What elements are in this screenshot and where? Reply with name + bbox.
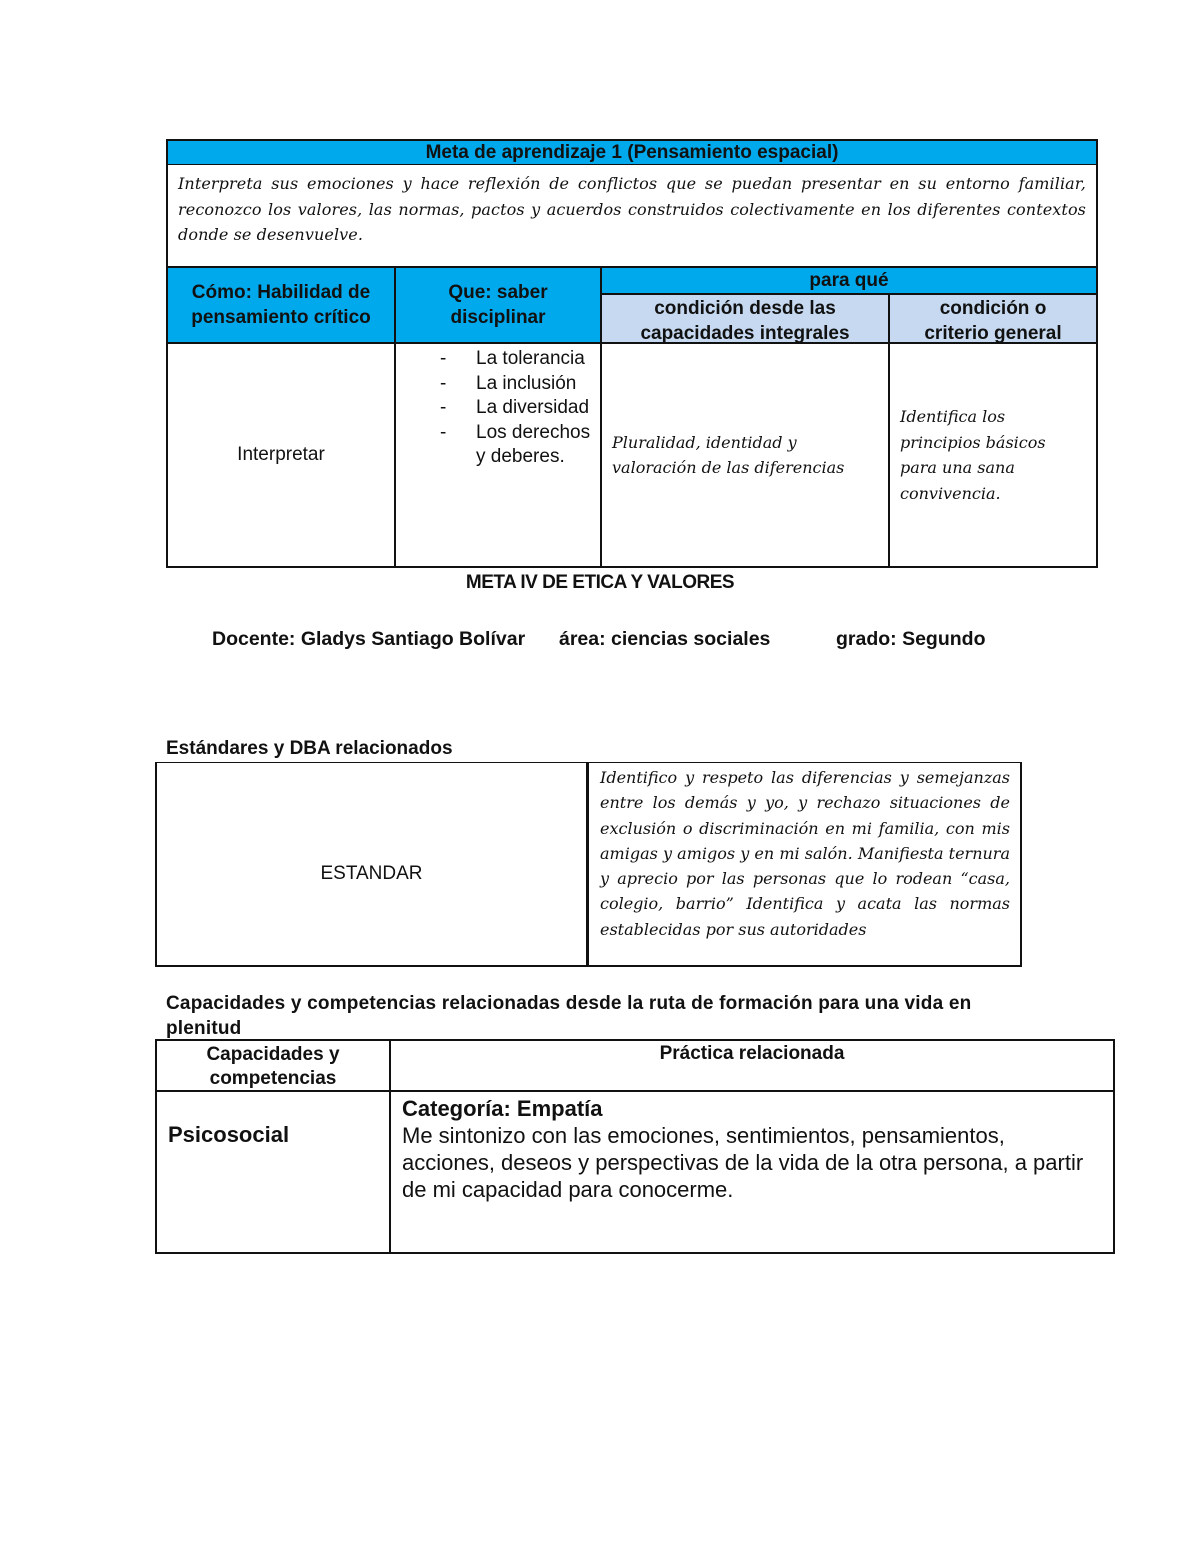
cell-como-text: Interpretar	[237, 444, 325, 465]
estandar-description: Identifico y respeto las diferencias y semejanzas entre los demás y yo, y rechazo situaciones de exclusión o discriminación en mi familia, con mis amigas y amigos y en mi salón. Manifiesta ternura y aprecio por las personas que lo rodean “casa, colegio, barrio” Identifica y acata las normas establecidas por sus autoridades	[600, 768, 1010, 939]
grado-label: grado: Segundo	[836, 628, 986, 650]
learning-goal-description: Interpreta sus emociones y hace reflexión de conflictos que se puedan presentar en su entorno familiar, reconozco los valores, las normas, pactos y acuerdos construidos colectivamente en los diferentes contextos donde se desenvuelve.	[168, 165, 1096, 268]
header-capacidades: Capacidades y competencias	[157, 1041, 391, 1092]
header-para-que: para qué	[602, 268, 1096, 295]
estandar-text: ESTANDAR	[320, 863, 423, 884]
header-como: Cómo: Habilidad de pensamiento crítico	[168, 268, 396, 344]
learning-goal-title: Meta de aprendizaje 1 (Pensamiento espacial)	[168, 141, 1096, 165]
cell-como	[168, 344, 396, 566]
practice-text: Me sintonizo con las emociones, sentimientos, pensamientos, acciones, deseos y perspectivas de la vida de la otra persona, a partir de mi capacidad para conocerme.	[402, 1123, 1084, 1202]
que-list	[396, 347, 600, 470]
estandares-label: Estándares y DBA relacionados	[166, 738, 453, 759]
area-label: área: ciencias sociales	[559, 628, 771, 650]
cell-condicion-capacidades-text: Pluralidad, identidad y valoración de las diferencias	[612, 433, 845, 477]
estandares-table	[155, 762, 1022, 967]
cell-condicion-criterio-text: Identifica los principios básicos para una sana convivencia.	[900, 407, 1046, 503]
estandar-cell	[157, 763, 589, 965]
list-item: - La tolerancia	[440, 348, 585, 369]
cell-condicion-capacidades	[602, 344, 890, 566]
list-item: - La inclusión	[440, 372, 577, 394]
header-que: Que: saber disciplinar	[396, 268, 602, 344]
header-condicion-capacidades: condición desde las capacidades integrales	[602, 295, 890, 344]
category-label: Categoría: Empatía	[402, 1096, 603, 1121]
capacidades-label: Capacidades y competencias relacionadas desde la ruta de formación para una vida en plenitud	[166, 993, 972, 1039]
header-condicion-criterio: condición o criterio general	[890, 295, 1096, 344]
page-title: META IV DE ETICA Y VALORES	[465, 572, 735, 593]
cell-psicosocial: Psicosocial	[157, 1092, 391, 1252]
capacidades-table	[155, 1039, 1115, 1254]
list-item: - La diversidad	[440, 397, 590, 419]
cell-condicion-criterio	[890, 344, 1096, 566]
list-item: - Los derechos y deberes.	[440, 421, 591, 468]
header-practica: Práctica relacionada	[391, 1041, 1113, 1092]
cell-practica	[391, 1092, 1113, 1252]
docente-label: Docente: Gladys Santiago Bolívar	[212, 628, 526, 650]
learning-goal-table	[166, 139, 1098, 568]
cell-que	[396, 344, 602, 566]
